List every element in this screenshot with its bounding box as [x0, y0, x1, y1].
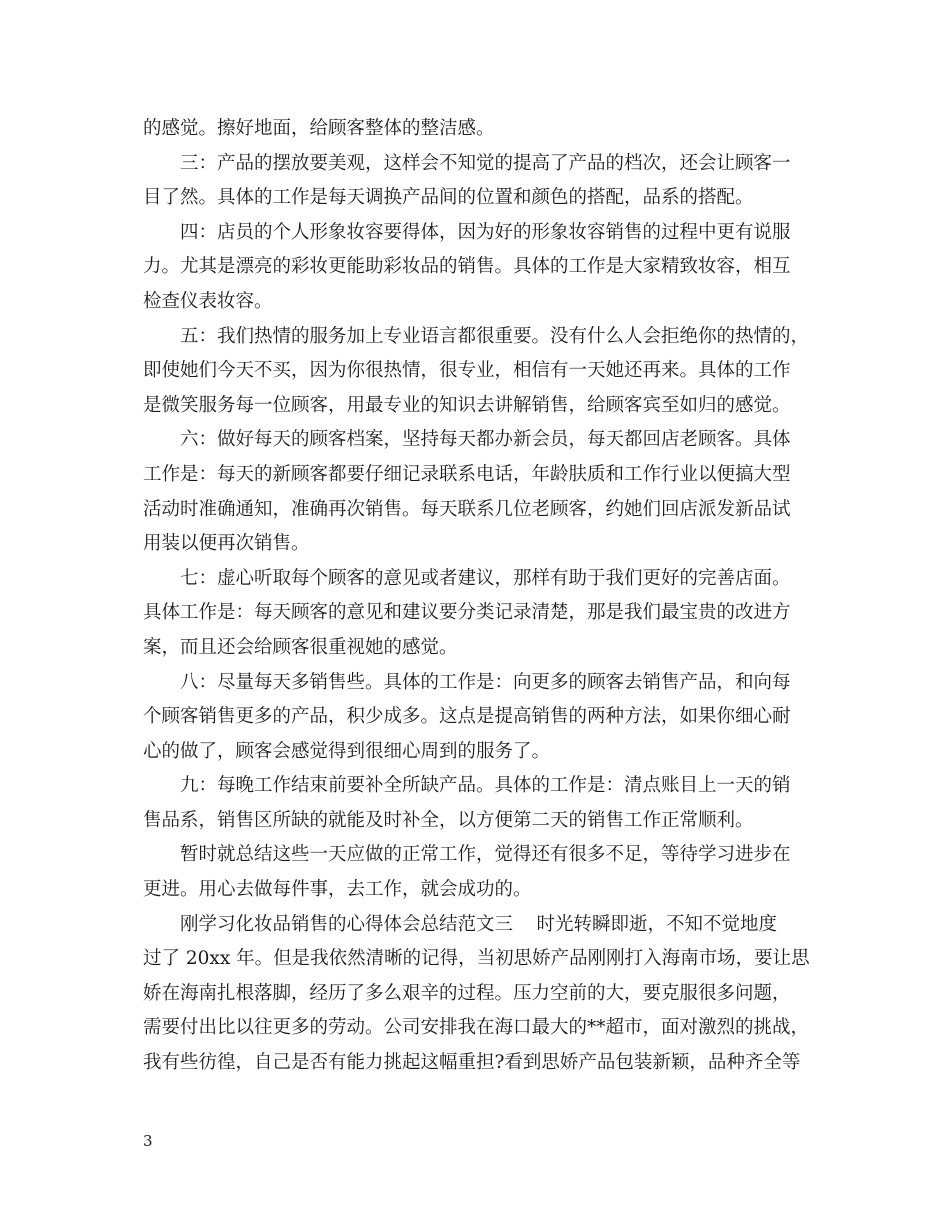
- text-line: 四：店员的个人形象妆容要得体，因为好的形象妆容销售的过程中更有说服: [180, 221, 791, 243]
- text-line: 用装以便再次销售。: [143, 533, 310, 555]
- text-line: 过了 20xx 年。但是我依然清晰的记得，当初思娇产品刚刚打入海南市场，要让思: [143, 948, 810, 970]
- text-line: 具体工作是：每天顾客的意见和建议要分类记录清楚，那是我们最宝贵的改进方: [143, 602, 791, 624]
- page-number: 3: [143, 1132, 153, 1150]
- text-line: 八：尽量每天多销售些。具体的工作是：向更多的顾客去销售产品，和向每: [180, 671, 791, 693]
- text-line: 个顾客销售更多的产品，积少成多。这点是提高销售的两种方法，如果你细心耐: [143, 706, 791, 728]
- text-line: 更进。用心去做每件事，去工作，就会成功的。: [143, 879, 532, 901]
- text-line: 七：虚心听取每个顾客的意见或者建议，那样有助于我们更好的完善店面。: [180, 567, 791, 589]
- text-line: 售品系，销售区所缺的就能及时补全，以方便第二天的销售工作正常顺利。: [143, 809, 754, 831]
- text-line: 刚学习化妆品销售的心得体会总结范文三 时光转瞬即逝，不知不觉地度: [180, 913, 778, 935]
- text-line: 力。尤其是漂亮的彩妆更能助彩妆品的销售。具体的工作是大家精致妆容，相互: [143, 256, 791, 278]
- body-text: [143, 112, 823, 1081]
- text-line: 心的做了，顾客会感觉得到很细心周到的服务了。: [143, 740, 551, 762]
- text-line: 六：做好每天的顾客档案，坚持每天都办新会员，每天都回店老顾客。具体: [180, 429, 791, 451]
- text-line: 是微笑服务每一位顾客，用最专业的知识去讲解销售，给顾客宾至如归的感觉。: [143, 394, 791, 416]
- text-line: 检查仪表妆容。: [143, 290, 273, 312]
- text-line: 需要付出比以往更多的劳动。公司安排我在海口最大的**超市，面对激烈的挑战，: [143, 1017, 810, 1039]
- text-line: 九：每晚工作结束前要补全所缺产品。具体的工作是：清点账目上一天的销: [180, 775, 791, 797]
- text-line: 即使她们今天不买，因为你很热情，很专业，相信有一天她还再来。具体的工作: [143, 360, 791, 382]
- text-line: 的感觉。擦好地面，给顾客整体的整洁感。: [143, 118, 495, 139]
- text-line: 工作是：每天的新顾客都要仔细记录联系电话，年龄肤质和工作行业以便搞大型: [143, 463, 791, 485]
- text-line: 我有些彷徨，自己是否有能力挑起这幅重担?看到思娇产品包装新颖，品种齐全等: [143, 1052, 801, 1074]
- text-line: 五：我们热情的服务加上专业语言都很重要。没有什么人会拒绝你的热情的，: [180, 325, 810, 347]
- text-line: 目了然。具体的工作是每天调换产品间的位置和颜色的搭配，品系的搭配。: [143, 187, 754, 209]
- text-line: 活动时准确通知，准确再次销售。每天联系几位老顾客，约她们回店派发新品试: [143, 498, 791, 520]
- text-line: 暂时就总结这些一天应做的正常工作，觉得还有很多不足，等待学习进步在: [180, 844, 791, 866]
- text-line: 案，而且还会给顾客很重视她的感觉。: [143, 636, 458, 658]
- text-line: 三：产品的摆放要美观，这样会不知觉的提高了产品的档次，还会让顾客一: [180, 152, 791, 174]
- text-line: 娇在海南扎根落脚，经历了多么艰辛的过程。压力空前的大，要克服很多问题，: [143, 982, 791, 1004]
